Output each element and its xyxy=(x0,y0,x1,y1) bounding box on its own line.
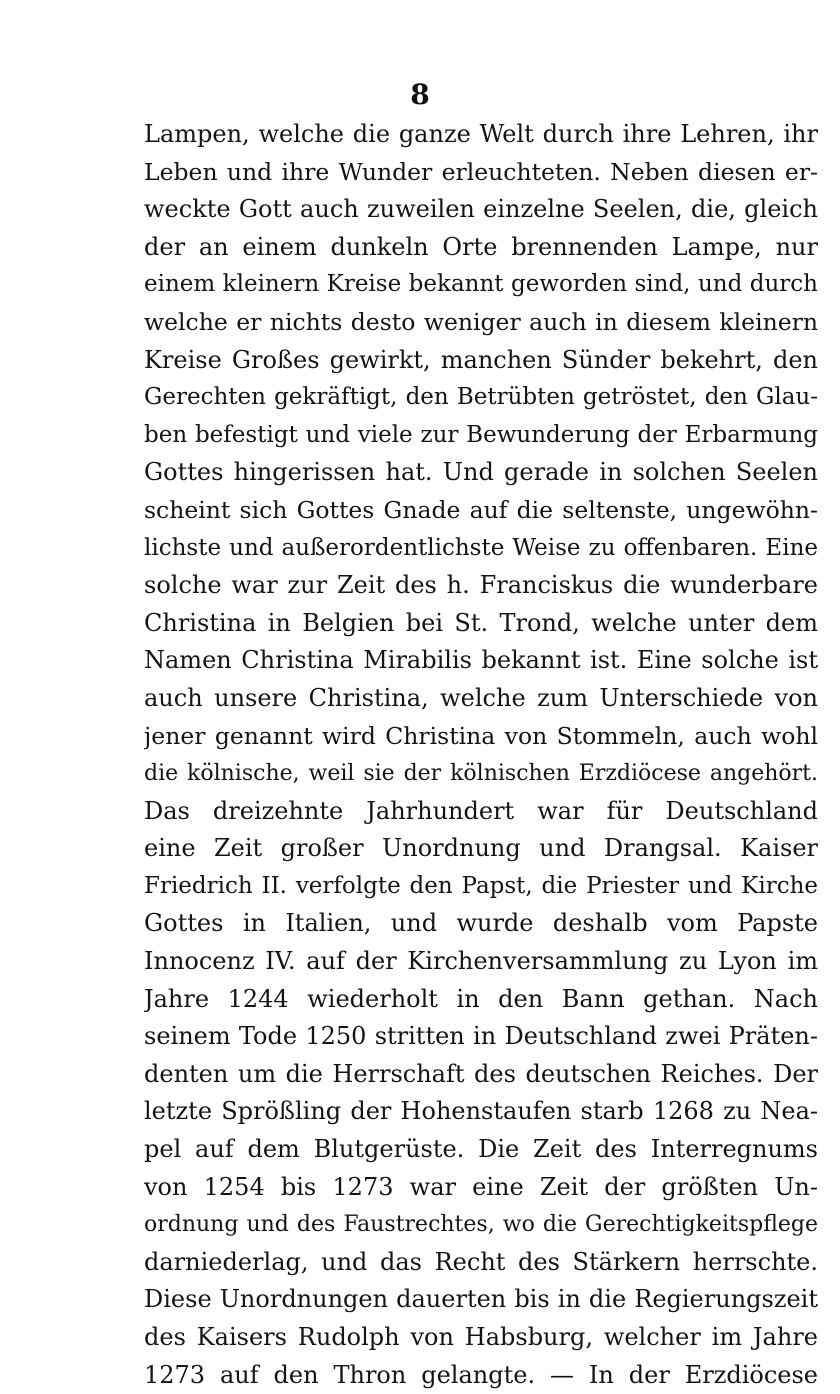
text-line: denten um die Herrschaft des deutschen Reiches. Der xyxy=(144,1059,818,1088)
text-line: Friedrich II. verfolgte den Papst, die Priester und Kirche xyxy=(144,872,818,899)
text-line: Christina in Belgien bei St. Trond, welche unter dem xyxy=(144,608,818,637)
text-line: Das dreizehnte Jahrhundert war für Deutschland xyxy=(144,796,818,825)
text-line: einem kleinern Kreise bekannt geworden sind, und durch xyxy=(144,271,818,298)
page-number: 8 xyxy=(410,78,430,111)
text-line: Gottes in Italien, und wurde deshalb vom Papste xyxy=(144,909,818,938)
text-line: jener genannt wird Christina von Stommeln, auch wohl xyxy=(144,721,818,750)
text-line: darniederlag, und das Recht des Stärkern herrschte. xyxy=(144,1247,818,1276)
text-line: eine Zeit großer Unordnung und Drangsal. Kaiser xyxy=(144,834,818,863)
text-line: Gottes hingerissen hat. Und gerade in solchen Seelen xyxy=(144,458,818,487)
text-line: ben befestigt und viele zur Bewunderung der Erbarmung xyxy=(144,421,818,448)
text-line: des Kaisers Rudolph von Habsburg, welcher im Jahre xyxy=(144,1323,818,1351)
text-line: ordnung und des Faustrechtes, wo die Gerechtigkeitspflege xyxy=(144,1212,818,1238)
text-line: Leben und ihre Wunder erleuchteten. Neben diesen er- xyxy=(144,157,818,186)
text-line: pel auf dem Blutgerüste. Die Zeit des Interregnums xyxy=(144,1135,818,1164)
text-line: von 1254 bis 1273 war eine Zeit der größten Un- xyxy=(144,1172,818,1201)
text-line: scheint sich Gottes Gnade auf die seltenste, ungewöhn- xyxy=(144,495,818,524)
text-line: welche er nichts desto weniger auch in diesem kleinern xyxy=(144,307,818,336)
text-line: Jahre 1244 wiederholt in den Bann gethan. Nach xyxy=(144,984,818,1013)
text-line: solche war zur Zeit des h. Franciskus die wunderbare xyxy=(144,571,818,600)
text-line: Namen Christina Mirabilis bekannt ist. Eine solche ist xyxy=(144,646,818,675)
text-line: 1273 auf den Thron gelangte. — In der Erzdiöcese xyxy=(144,1360,818,1389)
text-line: der an einem dunkeln Orte brennenden Lampe, nur xyxy=(144,232,818,261)
text-line: Innocenz IV. auf der Kirchenversammlung zu Lyon im xyxy=(144,947,818,976)
text-line: Diese Unordnungen dauerten bis in die Regierungszeit xyxy=(144,1285,818,1314)
text-line: auch unsere Christina, welche zum Unterschiede von xyxy=(144,683,818,712)
text-line: lichste und außerordentlichste Weise zu offenbaren. Eine xyxy=(144,534,818,561)
text-line: weckte Gott auch zuweilen einzelne Seelen, die, gleich xyxy=(144,195,818,224)
text-line: Kreise Großes gewirkt, manchen Sünder bekehrt, den xyxy=(144,345,818,374)
text-line: die kölnische, weil sie der kölnischen Erzdiöcese angehört. xyxy=(144,761,818,787)
text-line: letzte Sprößling der Hohenstaufen starb 1268 zu Nea- xyxy=(144,1097,818,1126)
text-line: seinem Tode 1250 stritten in Deutschland zwei Präten- xyxy=(144,1022,818,1051)
text-line: Gerechten gekräftigt, den Betrübten getröstet, den Glau- xyxy=(144,384,818,411)
text-line: Lampen, welche die ganze Welt durch ihre Lehren, ihr xyxy=(144,120,818,148)
body-text xyxy=(144,116,818,1394)
